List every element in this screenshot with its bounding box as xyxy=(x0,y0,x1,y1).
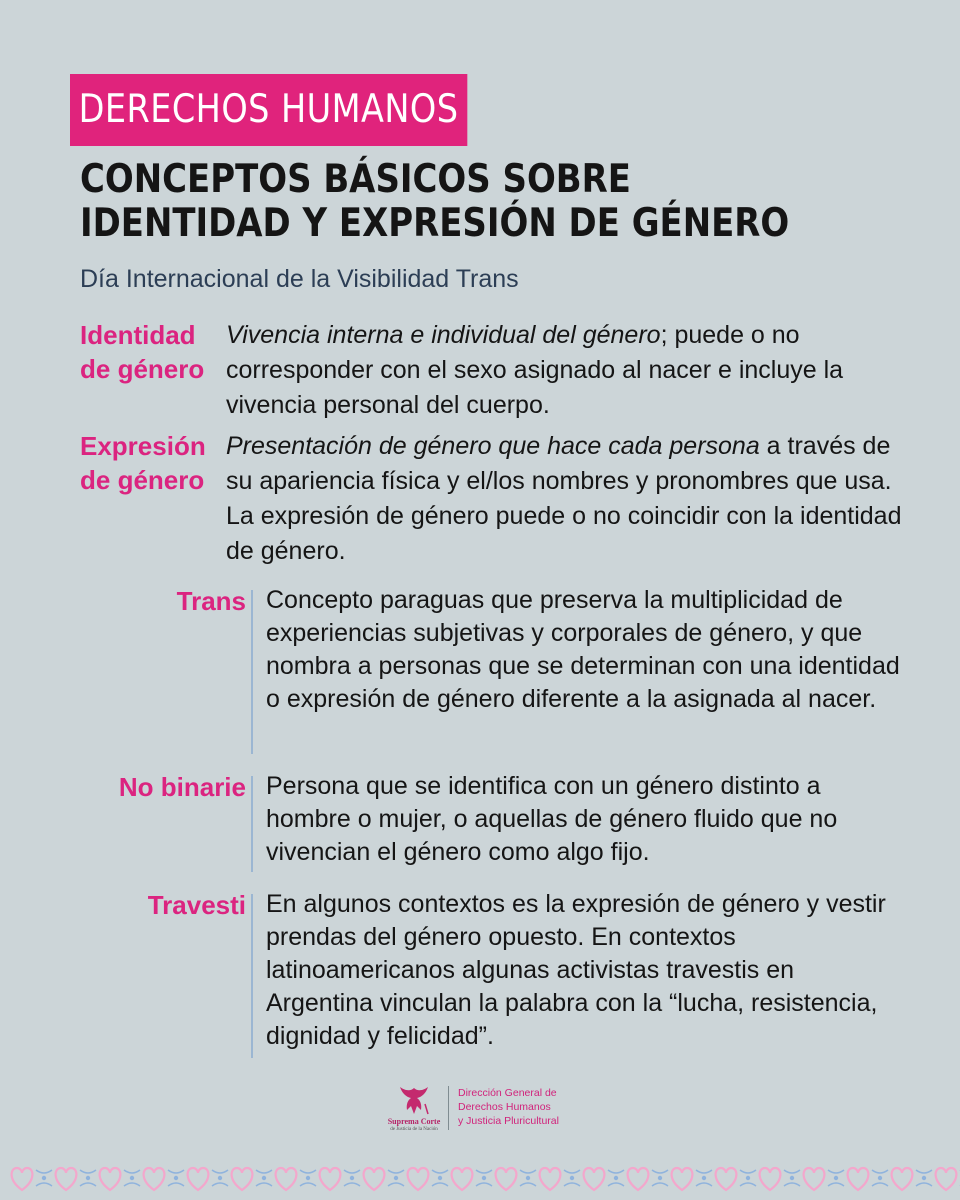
heart-icon xyxy=(320,1168,341,1190)
term-line-1: Expresión xyxy=(80,431,206,461)
heart-icon xyxy=(936,1168,957,1190)
flourish-dot xyxy=(482,1176,486,1180)
heart-icon xyxy=(232,1168,253,1190)
heart-icon xyxy=(672,1168,693,1190)
heart-icon-row xyxy=(12,1168,960,1190)
definition-text-rest: ; puede o no corresponder con el sexo asignado al nacer e incluye la vivencia personal del cuerpo. xyxy=(226,321,844,419)
flourish-dot xyxy=(614,1176,618,1180)
definition-text xyxy=(226,429,906,569)
subterm-divider xyxy=(251,590,253,754)
heart-icon xyxy=(892,1168,913,1190)
page-subtitle: Día Internacional de la Visibilidad Trans xyxy=(80,265,519,293)
flourish-dot xyxy=(262,1176,266,1180)
footer xyxy=(384,1084,604,1134)
heart-icon xyxy=(716,1168,737,1190)
flourish-dot xyxy=(922,1176,926,1180)
flourish-dot xyxy=(570,1176,574,1180)
logo-text xyxy=(384,1118,444,1134)
heart-icon xyxy=(408,1168,429,1190)
flourish-dot xyxy=(42,1176,46,1180)
heart-border xyxy=(0,1152,960,1200)
department-line-1: Dirección General de xyxy=(458,1087,557,1099)
flourish-dot xyxy=(218,1176,222,1180)
flourish-dot xyxy=(702,1176,706,1180)
heart-icon xyxy=(276,1168,297,1190)
definition-term xyxy=(80,429,230,497)
heart-icon xyxy=(496,1168,517,1190)
heart-icon xyxy=(364,1168,385,1190)
subterm-term: Trans xyxy=(176,586,246,616)
heart-icon xyxy=(848,1168,869,1190)
subterm-term: Travesti xyxy=(147,890,246,920)
logo-line-1: Suprema Corte xyxy=(387,1117,441,1126)
heart-icon xyxy=(188,1168,209,1190)
page-title-line-2: IDENTIDAD Y EXPRESIÓN DE GÉNERO xyxy=(80,201,790,246)
heart-icon xyxy=(56,1168,77,1190)
department-name xyxy=(458,1086,559,1128)
scjn-eagle-logo-icon xyxy=(384,1084,444,1134)
flourish-dot xyxy=(394,1176,398,1180)
definition-term xyxy=(80,318,230,386)
heart-icon xyxy=(804,1168,825,1190)
heart-icon xyxy=(540,1168,561,1190)
heart-icon xyxy=(100,1168,121,1190)
heart-icon xyxy=(144,1168,165,1190)
subterm-text: Persona que se identifica con un género distinto a hombre o mujer, o aquellas de género fluido que no vivencian el género como algo fijo. xyxy=(266,772,838,866)
definition-text-rest: a través de su apariencia física y el/los nombres y pronombres que usa. La expresión de género puede o no coincidir con la identidad de género. xyxy=(226,432,902,565)
footer-divider xyxy=(448,1086,449,1130)
definition-text-italic: Presentación de género que hace cada persona xyxy=(226,432,760,460)
department-line-2: Derechos Humanos xyxy=(458,1101,551,1113)
heart-icon xyxy=(12,1168,33,1190)
heart-icon xyxy=(760,1168,781,1190)
flourish-dot xyxy=(86,1176,90,1180)
subterm-text: Concepto paraguas que preserva la multiplicidad de experiencias subjetivas y corporales de género, y que nombra a personas que se determinan con una identidad o expresión de género diferente a la asignada al nacer. xyxy=(266,586,900,713)
page-title xyxy=(80,158,828,246)
subterm-divider xyxy=(251,776,253,872)
heart-icon xyxy=(628,1168,649,1190)
flourish-dot xyxy=(790,1176,794,1180)
flourish-dot xyxy=(306,1176,310,1180)
page-title-line-1: CONCEPTOS BÁSICOS SOBRE xyxy=(80,157,631,202)
flourish-dot xyxy=(658,1176,662,1180)
logo-line-2: de Justicia de la Nación xyxy=(390,1127,438,1132)
subterm-text: En algunos contextos es la expresión de género y vestir prendas del género opuesto. En contextos latinoamericanos algunas activistas travestis en Argentina vinculan la palabra con la “lucha, resistencia, dignidad y felicidad”. xyxy=(266,890,886,1050)
flourish-dot xyxy=(130,1176,134,1180)
section-tag: DERECHOS HUMANOS xyxy=(70,74,467,146)
flourish-dot xyxy=(746,1176,750,1180)
department-line-3: y Justicia Pluricultural xyxy=(458,1115,559,1127)
flourish-dot xyxy=(526,1176,530,1180)
subterm-divider xyxy=(251,894,253,1058)
term-line-2: de género xyxy=(80,354,205,384)
definition-text-italic: Vivencia interna e individual del género xyxy=(226,321,661,349)
flourish-dot xyxy=(878,1176,882,1180)
term-line-1: Identidad xyxy=(80,320,196,350)
flourish-dot xyxy=(350,1176,354,1180)
flourish-dot xyxy=(834,1176,838,1180)
subterm-term: No binarie xyxy=(118,772,246,802)
definition-text xyxy=(226,318,906,423)
heart-icon xyxy=(584,1168,605,1190)
heart-icon xyxy=(452,1168,473,1190)
flourish-dot xyxy=(438,1176,442,1180)
term-line-2: de género xyxy=(80,465,205,495)
flourish-dot xyxy=(174,1176,178,1180)
